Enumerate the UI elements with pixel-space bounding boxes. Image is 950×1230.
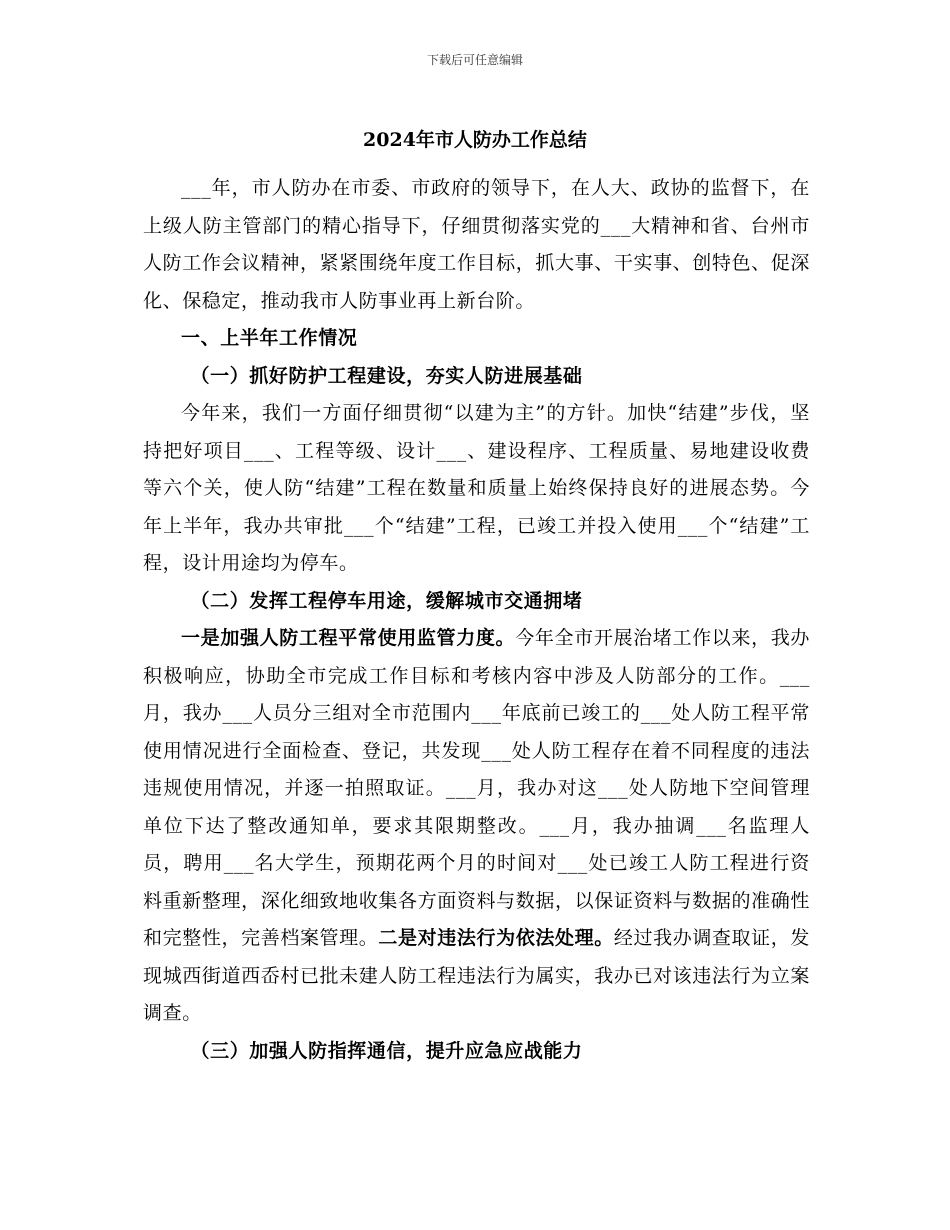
subsection-1-paragraph: 今年来，我们一方面仔细贯彻“以建为主”的方针。加快“结建”步伐，坚持把好项目___、工程等级、设计___、建设程序、工程质量、易地建设收费等六个关，使人防“结建”工程在数量和质量上始终保持良好的进展态势。今年上半年，我办共审批___个“结建”工程，已竣工并投入使用___个“结建”工程，设计用途均为停车。	[143, 402, 810, 574]
section-heading-1: 一、上半年工作情况	[181, 327, 358, 349]
lead-phrase-2: 二是对违法行为依法处理。	[378, 927, 614, 949]
intro-paragraph: ___年，市人防办在市委、市政府的领导下，在人大、政协的监督下，在上级人防主管部门的精心指导下，仔细贯彻落实党的___大精神和省、台州市人防工作会议精神，紧紧围绕年度工作目标，抓大事、干实事、创特色、促深化、保稳定，推动我市人防事业再上新台阶。	[143, 177, 810, 312]
subsection-heading-1: （一）抓好防护工程建设，夯实人防进展基础	[190, 364, 583, 387]
document-title: 2024年市人防办工作总结	[363, 129, 587, 151]
subsection-heading-2: （二）发挥工程停车用途，缓解城市交通拥堵	[190, 589, 583, 612]
header-note: 下载后可任意编辑	[426, 53, 523, 67]
subsection-2-paragraph	[143, 620, 810, 1033]
paragraph-text-2: 经过我办调查取证，发现城西街道西岙村已批未建人防工程违法行为属实，我办已对该违法行为立案调查。	[143, 927, 811, 1024]
paragraph-text-1: 今年全市开展治堵工作以来，我办积极响应，协助全市完成工作目标和考核内容中涉及人防部分的工作。___月，我办___人员分三组对全市范围内___年底前已竣工的___处人防工程平常使用情况进行全面检查、登记，共发现___处人防工程存在着不同程度的违法违规使用情况，并逐一拍照取证。___月，我办对这___处人防地下空间管理单位下达了整改通知单，要求其限期整改。___月，我办抽调___名监理人员，聘用___名大学生，预期花两个月的时间对___处已竣工人防工程进行资料重新整理，深化细致地收集各方面资料与数据，以保证资料与数据的准确性和完整性，完善档案管理。	[143, 627, 810, 949]
subsection-heading-3: （三）加强人防指挥通信，提升应急应战能力	[190, 1039, 583, 1062]
document-body	[143, 170, 810, 1070]
lead-phrase-1: 一是加强人防工程平常使用监管力度。	[181, 627, 516, 649]
